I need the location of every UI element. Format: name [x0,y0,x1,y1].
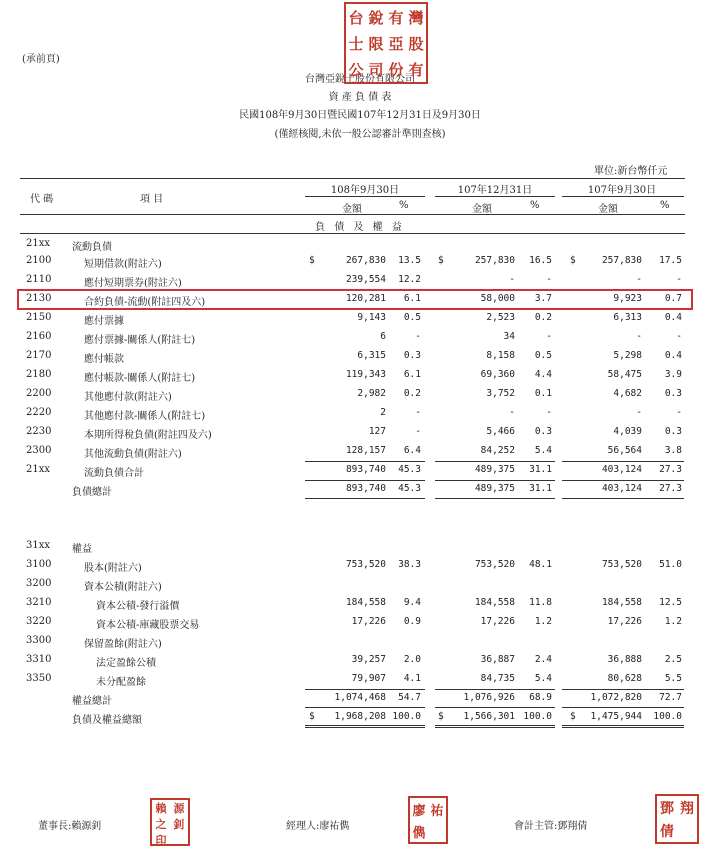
row-highlight-box [17,289,693,310]
table-row [0,386,720,405]
amount-cell: 184,558 [345,597,386,608]
total-rule [435,689,555,690]
percent-cell: 51.0 [659,559,682,570]
amount-cell: 5,466 [486,426,515,437]
row-code: 2300 [26,445,52,456]
amount-cell: 753,520 [601,559,642,570]
percent-cell: - [546,407,552,418]
table-row [0,557,720,576]
row-item: 流動負債 [72,242,112,253]
row-item: 權益總計 [72,696,112,707]
row-code: 2110 [26,274,52,285]
amount-cell: 34 [503,331,515,342]
amount-cell: 17,226 [351,616,386,627]
company-seal: 台 銳 有 灣 士 限 亞 股 公 司 份 有 [344,2,428,84]
percent-cell: 6.4 [403,445,421,456]
amount-cell: 6 [380,331,386,342]
row-item: 未分配盈餘 [96,677,146,688]
col-period-3: 107年9月30日 [587,185,657,196]
percent-cell: 45.3 [398,464,421,475]
row-code: 21xx [26,238,51,249]
amount-cell: 489,375 [474,464,515,475]
percent-cell: 0.9 [403,616,421,627]
amount-cell: 39,257 [351,654,386,665]
row-code: 2150 [26,312,52,323]
percent-cell: 0.3 [664,388,682,399]
amount-cell: 9,143 [357,312,386,323]
amount-cell: 119,343 [345,369,386,380]
percent-cell: 1.2 [664,616,682,627]
table-row [0,462,720,481]
table-row [0,633,720,652]
amount-cell: - [509,407,515,418]
percent-cell: 48.1 [529,559,552,570]
amount-cell: 84,252 [480,445,515,456]
chairman-seal: 賴 源 之 釗 印 [150,798,190,846]
percent-cell: - [676,407,682,418]
table-row [0,367,720,386]
row-item: 應付帳款 [84,354,124,365]
amount-cell: - [636,331,642,342]
currency-symbol: $ [570,255,576,266]
percent-cell: 6.1 [403,293,421,304]
col-amount-3: 金額 [598,204,618,215]
amount-cell: 893,740 [345,483,386,494]
row-item: 本期所得稅負債(附註四及六) [84,430,212,441]
amount-cell: 403,124 [601,464,642,475]
total-rule [562,725,684,726]
accountant-signature-label: 會計主管:鄧翔倩 [514,821,588,832]
total-rule [435,461,555,462]
amount-cell: 893,740 [345,464,386,475]
row-code: 3200 [26,578,52,589]
amount-cell: 1,072,820 [590,692,642,703]
section-title: 負 債 及 權 益 [315,222,405,233]
row-item: 其他應付款(附註六) [84,392,172,403]
row-code: 3310 [26,654,52,665]
col-period-2: 107年12月31日 [457,185,533,196]
amount-cell: 3,752 [486,388,515,399]
amount-cell: 1,076,926 [463,692,515,703]
percent-cell: 5.4 [534,673,552,684]
review-note: (僅經核閱,未依一般公認審計準則查核) [274,129,446,140]
percent-cell: - [676,331,682,342]
total-rule [435,725,555,726]
percent-cell: 27.3 [659,483,682,494]
percent-cell: 45.3 [398,483,421,494]
amount-cell: 58,475 [607,369,642,380]
amount-cell: 403,124 [601,483,642,494]
percent-cell: 0.1 [534,388,552,399]
amount-cell: 36,888 [607,654,642,665]
row-item: 應付票據 [84,316,124,327]
total-rule [305,725,425,726]
percent-cell: 0.3 [534,426,552,437]
total-rule [562,498,684,499]
total-rule [435,707,555,708]
col-pct-3: % [660,200,670,211]
amount-cell: 17,226 [480,616,515,627]
percent-cell: 5.4 [534,445,552,456]
row-item: 保留盈餘(附註六) [84,639,162,650]
total-rule [305,461,425,462]
total-rule [305,707,425,708]
percent-cell: - [546,331,552,342]
currency-symbol: $ [309,255,315,266]
percent-cell: 0.3 [664,426,682,437]
amount-cell: 79,907 [351,673,386,684]
total-rule [435,480,555,481]
percent-cell: 27.3 [659,464,682,475]
percent-cell: 4.4 [534,369,552,380]
table-row [0,614,720,633]
percent-cell: 17.5 [659,255,682,266]
amount-cell: 267,830 [345,255,386,266]
row-item: 資本公積-庫藏股票交易 [96,620,200,631]
percent-cell: - [415,331,421,342]
row-code: 2180 [26,369,52,380]
row-item: 流動負債合計 [84,468,144,479]
total-rule [562,727,684,728]
currency-symbol: $ [570,711,576,722]
percent-cell: 2.5 [664,654,682,665]
percent-cell: 0.4 [664,312,682,323]
row-code: 2200 [26,388,52,399]
total-rule [305,480,425,481]
amount-cell: - [636,274,642,285]
col-code: 代 碼 [30,194,54,205]
percent-cell: 4.1 [403,673,421,684]
amount-cell: 2 [380,407,386,418]
percent-cell: - [415,407,421,418]
amount-cell: 56,564 [607,445,642,456]
row-code: 2220 [26,407,52,418]
amount-cell: 36,887 [480,654,515,665]
percent-cell: 13.5 [398,255,421,266]
percent-cell: 3.7 [534,293,552,304]
amount-cell: 1,968,208 [334,711,386,722]
total-rule [562,480,684,481]
row-code: 3100 [26,559,52,570]
row-code: 3220 [26,616,52,627]
total-rule [305,498,425,499]
amount-cell: 239,554 [345,274,386,285]
percent-cell: 2.0 [403,654,421,665]
percent-cell: 0.3 [403,350,421,361]
total-rule [435,727,555,728]
row-item: 負債及權益總額 [72,715,142,726]
percent-cell: 0.5 [534,350,552,361]
amount-cell: 8,158 [486,350,515,361]
percent-cell: 100.0 [653,711,682,722]
currency-symbol: $ [438,711,444,722]
amount-cell: 127 [368,426,386,437]
continued-note: (承前頁) [22,54,60,65]
amount-cell: 80,628 [607,673,642,684]
table-row [0,538,720,557]
amount-cell: - [636,407,642,418]
percent-cell: 5.5 [664,673,682,684]
row-item: 資本公積(附註六) [84,582,162,593]
amount-cell: 489,375 [474,483,515,494]
col-amount-1: 金額 [342,204,362,215]
row-item: 權益 [72,544,92,555]
col-item: 項 目 [140,194,164,205]
amount-cell: 120,281 [345,293,386,304]
table-row [0,424,720,443]
company-name: 台灣亞銳士股份有限公司 [305,74,415,85]
currency-symbol: $ [309,711,315,722]
percent-cell: 12.5 [659,597,682,608]
row-item: 應付票據-關係人(附註七) [84,335,196,346]
percent-cell: 16.5 [529,255,552,266]
page-title: 資 產 負 債 表 [328,92,392,103]
row-code: 3210 [26,597,52,608]
percent-cell: 100.0 [523,711,552,722]
percent-cell: 68.9 [529,692,552,703]
col-pct-2: % [530,200,540,211]
row-code: 21xx [26,464,51,475]
percent-cell: 0.2 [403,388,421,399]
table-row [0,595,720,614]
percent-cell: - [415,426,421,437]
percent-cell: 0.7 [664,293,682,304]
col-amount-2: 金額 [472,204,492,215]
amount-cell: 753,520 [345,559,386,570]
total-rule [562,707,684,708]
table-row [0,652,720,671]
total-rule [562,689,684,690]
amount-cell: 84,735 [480,673,515,684]
amount-cell: 5,298 [613,350,642,361]
percent-cell: - [676,274,682,285]
amount-cell: 2,982 [357,388,386,399]
percent-cell: 0.2 [534,312,552,323]
percent-cell: 100.0 [392,711,421,722]
amount-cell: 257,830 [601,255,642,266]
amount-cell: 6,313 [613,312,642,323]
row-code: 2160 [26,331,52,342]
accountant-seal: 鄧 翔 倩 [655,794,699,844]
percent-cell: 72.7 [659,692,682,703]
amount-cell: 128,157 [345,445,386,456]
percent-cell: 31.1 [529,483,552,494]
table-row [0,253,720,272]
row-item: 短期借款(附註六) [84,259,162,270]
amount-cell: 58,000 [480,293,515,304]
percent-cell: 3.9 [664,369,682,380]
amount-cell: 1,566,301 [463,711,515,722]
col-period-1: 108年9月30日 [330,185,400,196]
row-item: 負債總計 [72,487,112,498]
unit-label: 單位:新台幣仟元 [594,166,668,177]
percent-cell: 54.7 [398,692,421,703]
total-rule [435,498,555,499]
total-rule [562,461,684,462]
percent-cell: 11.8 [529,597,552,608]
row-item: 合約負債-流動(附註四及六) [84,297,206,308]
total-rule [305,689,425,690]
percent-cell: 6.1 [403,369,421,380]
total-rule [305,727,425,728]
table-row [0,310,720,329]
row-item: 法定盈餘公積 [96,658,156,669]
row-code: 3300 [26,635,52,646]
row-item: 其他應付款-關係人(附註七) [84,411,206,422]
amount-cell: 753,520 [474,559,515,570]
amount-cell: 4,039 [613,426,642,437]
manager-seal: 廖 祐 儁 [408,796,448,844]
amount-cell: 4,682 [613,388,642,399]
percent-cell: 0.4 [664,350,682,361]
percent-cell: - [546,274,552,285]
percent-cell: 0.5 [403,312,421,323]
row-item: 應付帳款-關係人(附註七) [84,373,196,384]
row-code: 2170 [26,350,52,361]
manager-signature-label: 經理人:廖祐儁 [286,821,350,832]
percent-cell: 2.4 [534,654,552,665]
amount-cell: 69,360 [480,369,515,380]
amount-cell: 6,315 [357,350,386,361]
row-code: 31xx [26,540,51,551]
amount-cell: 17,226 [607,616,642,627]
table-row [0,329,720,348]
percent-cell: 31.1 [529,464,552,475]
amount-cell: 184,558 [474,597,515,608]
currency-symbol: $ [438,255,444,266]
row-item: 其他流動負債(附註六) [84,449,182,460]
report-period: 民國108年9月30日暨民國107年12月31日及9月30日 [239,110,481,121]
amount-cell: 1,074,468 [334,692,386,703]
table-row [0,348,720,367]
percent-cell: 38.3 [398,559,421,570]
table-row [0,576,720,595]
amount-cell: 257,830 [474,255,515,266]
row-code: 2130 [26,293,52,304]
percent-cell: 9.4 [403,597,421,608]
table-row [0,671,720,690]
row-item: 資本公積-發行溢價 [96,601,180,612]
row-code: 3350 [26,673,52,684]
percent-cell: 3.8 [664,445,682,456]
row-code: 2230 [26,426,52,437]
table-row [0,443,720,462]
table-row [0,405,720,424]
amount-cell: 9,923 [613,293,642,304]
row-code: 2100 [26,255,52,266]
amount-cell: - [509,274,515,285]
chairman-signature-label: 董事長:賴源釗 [38,821,102,832]
amount-cell: 2,523 [486,312,515,323]
percent-cell: 1.2 [534,616,552,627]
amount-cell: 1,475,944 [590,711,642,722]
row-item: 應付短期票券(附註六) [84,278,182,289]
percent-cell: 12.2 [398,274,421,285]
col-pct-1: % [399,200,409,211]
amount-cell: 184,558 [601,597,642,608]
row-item: 股本(附註六) [84,563,142,574]
